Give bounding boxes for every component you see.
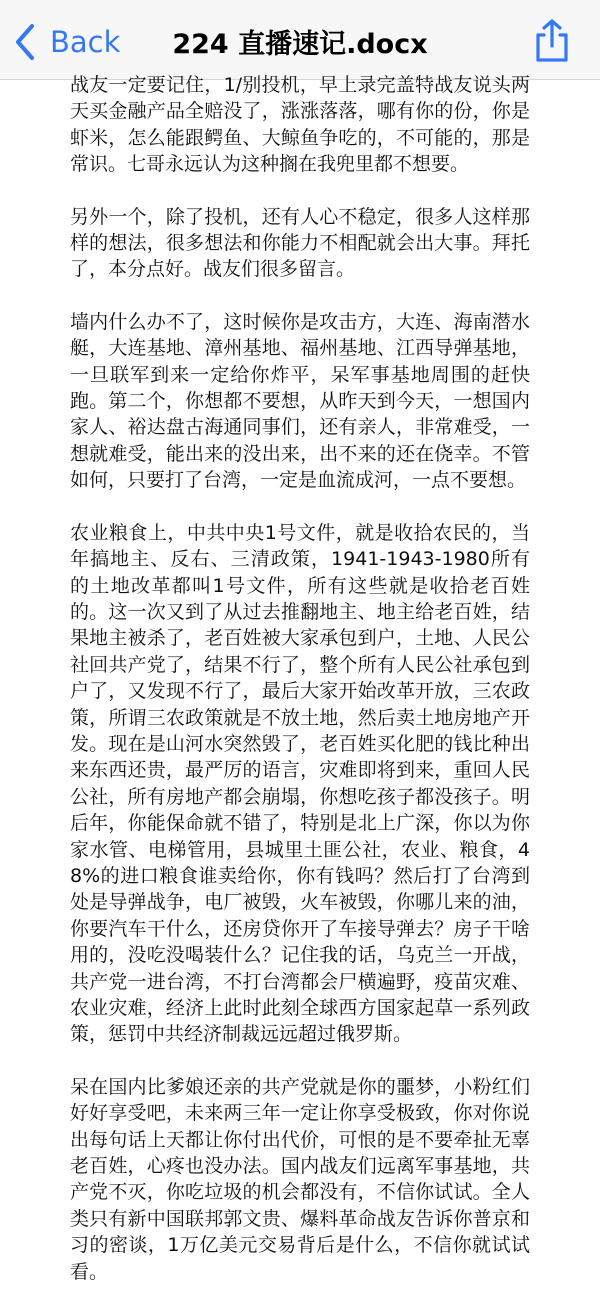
chevron-left-icon — [14, 20, 42, 64]
share-icon — [532, 49, 572, 68]
document-paragraph: 农业粮食上，中共中央1号文件，就是收拾农民的，当年搞地主、反右、三清政策，1941-1943-1980所有的土地改革都叫1号文件，所有这些就是收拾老百姓的。这一次又到了从过去推翻地主、地主给老百姓，结果地主被杀了，老百姓被大家承包到户，土地、人民公社回共产党了，结果不行了，整个所有人民公社承包到户了，又发现不行了，最后大家开始改革开放，三农政策，所谓三农政策就是不放土地，然后卖土地房地产开发。现在是山河水突然毁了，老百姓买化肥的钱比种出来东西还贵，最严厉的语言，灾难即将到来，重回人民公社，所有房地产都会崩塌，你想吃孩子都没孩子。明后年，你能保命就不错了，特别是北上广深，你以为你家水管、电梯管用，县城里土匪公社，农业、粮食，48%的进口粮食谁卖给你，你有钱吗？然后打了台湾到处是导弹战争，电厂被毁，火车被毁，你哪儿来的油，你要汽车干什么，还房贷你开了车接导弹去？房子干啥用的，没吃没喝装什么？记住我的话，乌克兰一开战，共产党一进台湾，不打台湾都会尸横遍野，疫苗灾难、农业灾难，经济上此时此刻全球西方国家起草一系列政策，惩罚中共经济制裁远远超过俄罗斯。 — [70, 521, 530, 1046]
back-button[interactable] — [14, 20, 120, 64]
document-paragraph: 战友一定要记住，1/别投机，早上录完盖特战友说头两天买金融产品全赔没了，涨涨落落，哪有你的份，你是虾米，怎么能跟鳄鱼、大鲸鱼争吃的，不可能的，那是常识。七哥永远认为这种搁在我兜里都不想要。 — [70, 74, 530, 176]
document-paragraph: 墙内什么办不了，这时候你是攻击方，大连、海南潜水艇，大连基地、漳州基地、福州基地、江西导弹基地，一旦联军到来一定给你炸平，呆军事基地周围的赶快跑。第二个，你想都不要想，从昨天到今天，一想国内家人、裕达盘古海通同事们，还有亲人，非常难受，一想就难受，能出来的没出来，出不来的还在侥幸。不管如何，只要打了台湾，一定是血流成河，一点不要想。 — [70, 310, 530, 492]
document-paragraph: 呆在国内比爹娘还亲的共产党就是你的噩梦，小粉红们好好享受吧，未来两三年一定让你享受极致，你对你说出每句话上天都让你付出代价，可恨的是不要牵扯无辜老百姓，心疼也没办法。国内战友们远离军事基地，共产党不灭，你吃垃圾的机会都没有，不信你试试。全人类只有新中国联邦郭文贵、爆料革命战友告诉你普京和习的密谈，1万亿美元交易背后是什么，不信你就试试看。 — [70, 1075, 530, 1283]
share-button[interactable] — [532, 18, 572, 64]
document-paragraph: 另外一个，除了投机，还有人心不稳定，很多人这样那样的想法，很多想法和你能力不相配就会出大事。拜托了，本分点好。战友们很多留言。 — [70, 205, 530, 281]
document-page — [0, 72, 600, 1311]
back-label: Back — [50, 25, 121, 59]
document-viewer[interactable] — [0, 74, 600, 1283]
document-title: 224 直播速记.docx — [172, 29, 428, 60]
navigation-bar — [0, 0, 600, 80]
